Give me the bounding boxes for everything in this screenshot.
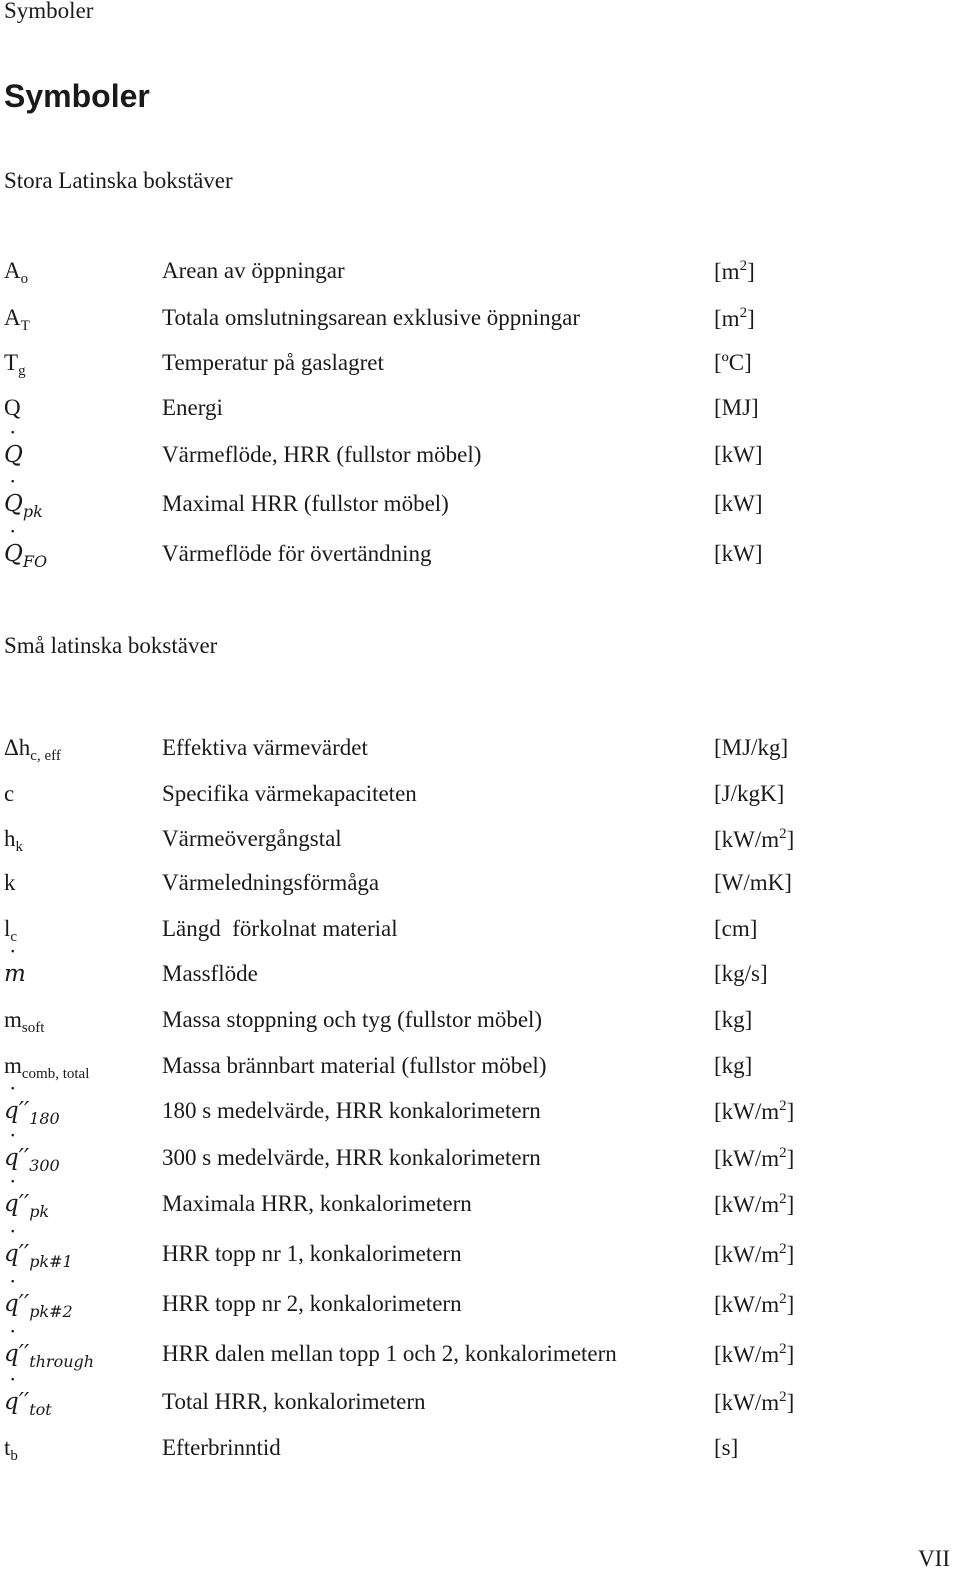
unit: $[kW/m^2]$ xyxy=(714,1241,795,1267)
description: 180 s medelvärde, HRR konkalorimetern xyxy=(162,1098,541,1123)
symbol: ˙ $q''_{300}$ xyxy=(4,1145,60,1175)
unit: [J/kgK] xyxy=(714,781,785,806)
symbol-row-Ao xyxy=(0,258,960,298)
symbol-row-Qdot-FO xyxy=(0,541,960,581)
symbol: ˙ Q xyxy=(4,442,23,468)
symbol: ˙ $q''_{pk}$ xyxy=(4,1191,49,1221)
page-title: Symboler xyxy=(4,78,150,114)
symbol: ˙ $Q_{pk}$ xyxy=(4,491,43,521)
unit: [kg] xyxy=(714,1007,753,1032)
header-text: Symboler xyxy=(4,0,94,23)
symbol: ˙ $q''_{pk\#1}$ xyxy=(4,1241,73,1271)
description: Specifika värmekapaciteten xyxy=(162,781,417,806)
symbol-row-qtot xyxy=(0,1389,960,1429)
description: Värmeövergångstal xyxy=(162,826,342,851)
symbol: k xyxy=(4,870,16,895)
symbol-row-qpk xyxy=(0,1191,960,1231)
unit: $[kW/m^2]$ xyxy=(714,826,795,852)
symbol: $\Delta h_{c, eff}$ xyxy=(4,735,61,764)
unit: $[kW/m^2]$ xyxy=(714,1341,795,1367)
symbol: $A_T$ xyxy=(4,305,30,334)
description: Massflöde xyxy=(162,961,258,986)
description: Massa brännbart material (fullstor möbel) xyxy=(162,1053,547,1078)
description: 300 s medelvärde, HRR konkalorimetern xyxy=(162,1145,541,1170)
symbol-row-m-soft xyxy=(0,1007,960,1047)
unit: [kW] xyxy=(714,442,763,467)
section-heading-lower: Små latinska bokstäver xyxy=(4,633,218,658)
description: Värmeledningsförmåga xyxy=(162,870,380,895)
symbol-row-Qdot-pk xyxy=(0,491,960,531)
symbol-row-Q xyxy=(0,395,960,435)
symbol-row-Tg xyxy=(0,350,960,390)
symbol-row-q180 xyxy=(0,1098,960,1138)
symbol-row-Qdot xyxy=(0,442,960,482)
description: Total HRR, konkalorimetern xyxy=(162,1389,426,1414)
symbol: c xyxy=(4,781,15,806)
description: Effektiva värmevärdet xyxy=(162,735,368,760)
description: Längd förkolnat material xyxy=(162,916,398,941)
symbol-row-c xyxy=(0,781,960,821)
unit: [ºC] xyxy=(714,350,752,375)
section-heading-upper: Stora Latinska bokstäver xyxy=(4,168,233,193)
symbol: ˙ $q''_{pk\#2}$ xyxy=(4,1291,73,1321)
symbol: ˙ $q''_{180}$ xyxy=(4,1098,60,1128)
symbol-row-qthrough xyxy=(0,1341,960,1381)
symbol: ˙ $q''_{through}$ xyxy=(4,1341,94,1371)
unit: [s] xyxy=(714,1435,739,1460)
symbol-row-hk xyxy=(0,826,960,866)
unit: [kW] xyxy=(714,491,763,516)
symbol-row-tb xyxy=(0,1435,960,1475)
unit: [kg] xyxy=(714,1053,753,1078)
unit: $[kW/m^2]$ xyxy=(714,1291,795,1317)
unit: $[m^2]$ xyxy=(714,305,755,331)
unit: [MJ] xyxy=(714,395,759,420)
unit: [W/mK] xyxy=(714,870,792,895)
description: Massa stoppning och tyg (fullstor möbel) xyxy=(162,1007,543,1032)
symbol: Q xyxy=(4,395,21,420)
unit: $[m^2]$ xyxy=(714,258,755,284)
description: Temperatur på gaslagret xyxy=(162,350,384,375)
unit: [MJ/kg] xyxy=(714,735,789,760)
symbol: $m_{soft}$ xyxy=(4,1007,45,1036)
description: Maximala HRR, konkalorimetern xyxy=(162,1191,472,1216)
symbol: $t_b$ xyxy=(4,1435,18,1464)
symbol: $A_o$ xyxy=(4,258,29,287)
description: HRR topp nr 2, konkalorimetern xyxy=(162,1291,462,1316)
unit: $[kW/m^2]$ xyxy=(714,1191,795,1217)
symbol: ˙ $q''_{tot}$ xyxy=(4,1389,52,1419)
symbol: ˙ $Q_{FO}$ xyxy=(4,541,47,571)
unit: [kW] xyxy=(714,541,763,566)
unit: $[kW/m^2]$ xyxy=(714,1389,795,1415)
symbol-row-dh-c-eff xyxy=(0,735,960,775)
symbol-row-k xyxy=(0,870,960,910)
description: Värmeflöde för övertändning xyxy=(162,541,432,566)
symbol-row-lc xyxy=(0,916,960,956)
symbol-row-AT xyxy=(0,305,960,345)
symbol-row-m-comb-total xyxy=(0,1053,960,1093)
description: Efterbrinntid xyxy=(162,1435,281,1460)
unit: [kg/s] xyxy=(714,961,768,986)
symbol: $l_c$ xyxy=(4,916,18,945)
symbol-row-qpk1 xyxy=(0,1241,960,1281)
description: Arean av öppningar xyxy=(162,258,345,283)
symbol: ˙ m xyxy=(4,961,26,987)
page-number: VII xyxy=(918,1546,950,1571)
symbol-row-qpk2 xyxy=(0,1291,960,1331)
description: HRR dalen mellan topp 1 och 2, konkalorimetern xyxy=(162,1341,617,1366)
symbol: $T_g$ xyxy=(4,350,26,379)
symbol: $h_k$ xyxy=(4,826,23,855)
description: Värmeflöde, HRR (fullstor möbel) xyxy=(162,442,482,467)
symbol: $m_{comb, total}$ xyxy=(4,1053,90,1082)
symbol-row-mdot xyxy=(0,961,960,1001)
unit: [cm] xyxy=(714,916,758,941)
description: Maximal HRR (fullstor möbel) xyxy=(162,491,449,516)
description: Energi xyxy=(162,395,223,420)
symbol-row-q300 xyxy=(0,1145,960,1185)
unit: $[kW/m^2]$ xyxy=(714,1145,795,1171)
description: Totala omslutningsarean exklusive öppningar xyxy=(162,305,581,330)
unit: $[kW/m^2]$ xyxy=(714,1098,795,1124)
description: HRR topp nr 1, konkalorimetern xyxy=(162,1241,462,1266)
